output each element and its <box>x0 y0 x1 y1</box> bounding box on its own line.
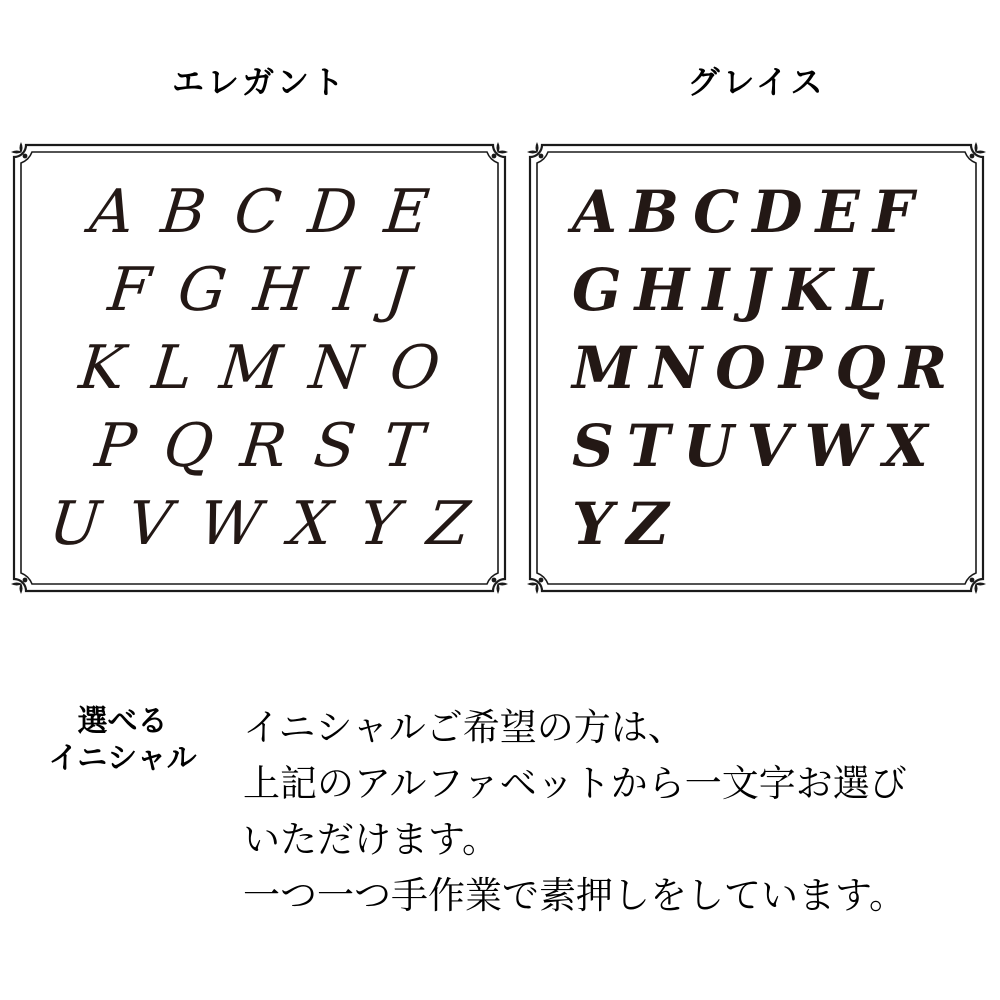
grace-row-1: ABCDEF <box>572 178 927 246</box>
elegant-row-4: PQRST <box>91 411 456 481</box>
grace-row-2: GHIJKL <box>572 256 901 324</box>
panel-title-elegant: エレガント <box>171 64 347 100</box>
elegant-alphabet <box>12 143 507 593</box>
grace-alphabet <box>528 143 985 593</box>
grace-row-3: MNOPQR <box>572 334 961 402</box>
footer-label-line-2: イニシャル <box>48 742 197 775</box>
elegant-row-1: ABCDE <box>86 177 461 247</box>
footer-description-line-4: 一つ一つ手作業で素押しをしています。 <box>243 875 907 916</box>
footer-description-line-2: 上記のアルファベットから一文字お選び <box>243 763 907 804</box>
footer-description-line-1: イニシャルご希望の方は、 <box>243 707 685 748</box>
footer-label-line-1: 選べる <box>77 705 168 738</box>
elegant-row-2: FGHIJ <box>104 255 442 325</box>
grace-row-5: YZ <box>572 490 682 558</box>
footer-label <box>25 703 220 777</box>
elegant-row-3: KLMNO <box>75 333 472 403</box>
elegant-sample-frame <box>12 143 507 593</box>
panel-title-grace: グレイス <box>687 64 826 100</box>
grace-sample-frame <box>528 143 985 593</box>
footer-description <box>243 700 963 924</box>
grace-row-4: STUVWX <box>572 412 941 480</box>
footer-description-line-3: いただけます。 <box>243 819 500 860</box>
elegant-row-5: UVWXYZ <box>46 489 501 559</box>
